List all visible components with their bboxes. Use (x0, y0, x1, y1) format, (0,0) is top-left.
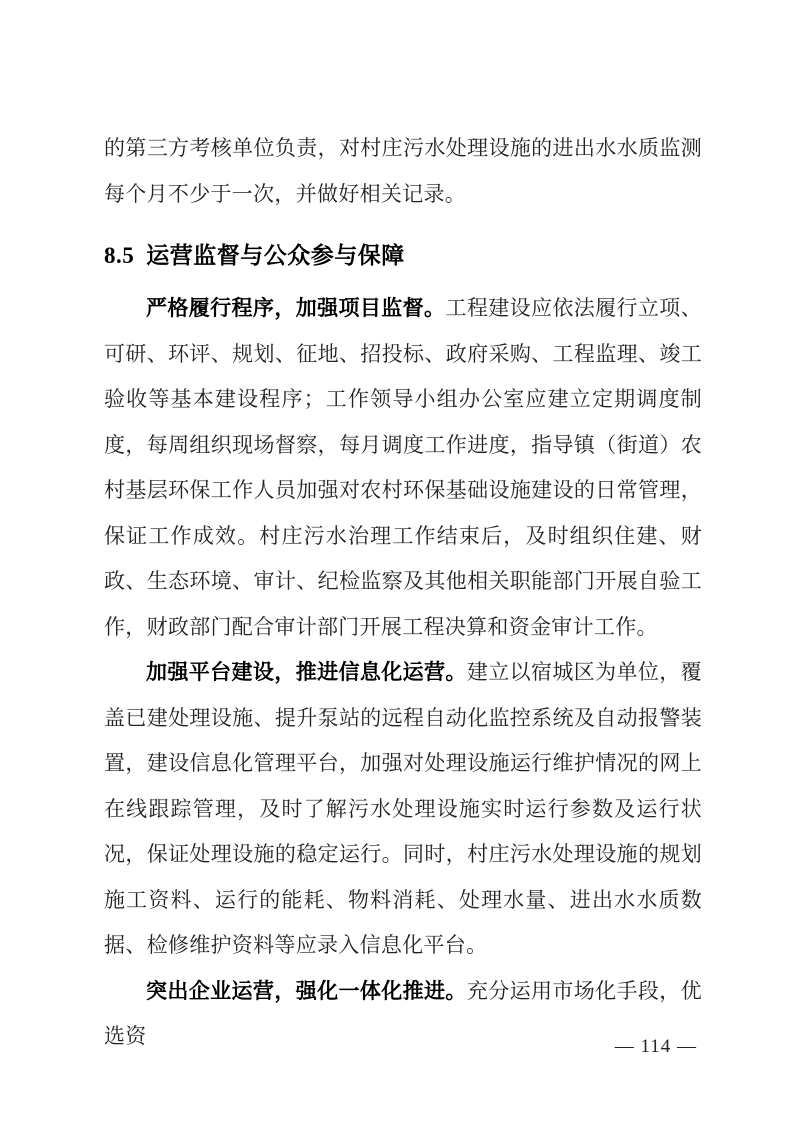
paragraph (104, 286, 702, 650)
paragraph-text: 工程建设应依法履行立项、可研、环评、规划、征地、招投标、政府采购、工程监理、竣工验收等基本建设程序；工作领导小组办公室应建立定期调度制度，每周组织现场督察，每月调度工作进度，指导镇（街道）农村基层环保工作人员加强对农村环保基础设施建设的日常管理，保证工作成效。村庄污水治理工作结束后，及时组织住建、财政、生态环境、审计、纪检监察及其他相关职能部门开展自验工作，财政部门配合审计部门开展工程决算和资金审计工作。 (104, 296, 702, 639)
paragraph (104, 650, 702, 969)
paragraph (104, 969, 702, 1060)
paragraph-lead: 突出企业运营，强化一体化推进。 (146, 978, 467, 1003)
section-number: 8.5 (104, 243, 135, 268)
section-heading (104, 241, 702, 271)
section-title: 运营监督与公众参与保障 (146, 243, 405, 268)
paragraph-text: 建立以宿城区为单位，覆盖已建处理设施、提升泵站的远程自动化监控系统及自动报警装置，建设信息化管理平台，加强对处理设施运行维护情况的网上在线跟踪管理，及时了解污水处理设施实时运行参数及运行状况，保证处理设施的稳定运行。同时，村庄污水处理设施的规划施工资料、运行的能耗、物料消耗、处理水量、进出水水质数据、检修维护资料等应录入信息化平台。 (104, 660, 702, 957)
paragraph-continuation: 的第三方考核单位负责，对村庄污水处理设施的进出水水质监测每个月不少于一次，并做好相关记录。 (104, 136, 702, 206)
page-content (104, 126, 702, 1060)
paragraph-lead: 严格履行程序，加强项目监督。 (146, 296, 446, 320)
paragraph-lead: 加强平台建设，推进信息化运营。 (146, 660, 467, 684)
page-number: — 114 — (614, 1036, 697, 1057)
paragraph-text: 充分运用市场化手段，优选资 (104, 978, 702, 1048)
